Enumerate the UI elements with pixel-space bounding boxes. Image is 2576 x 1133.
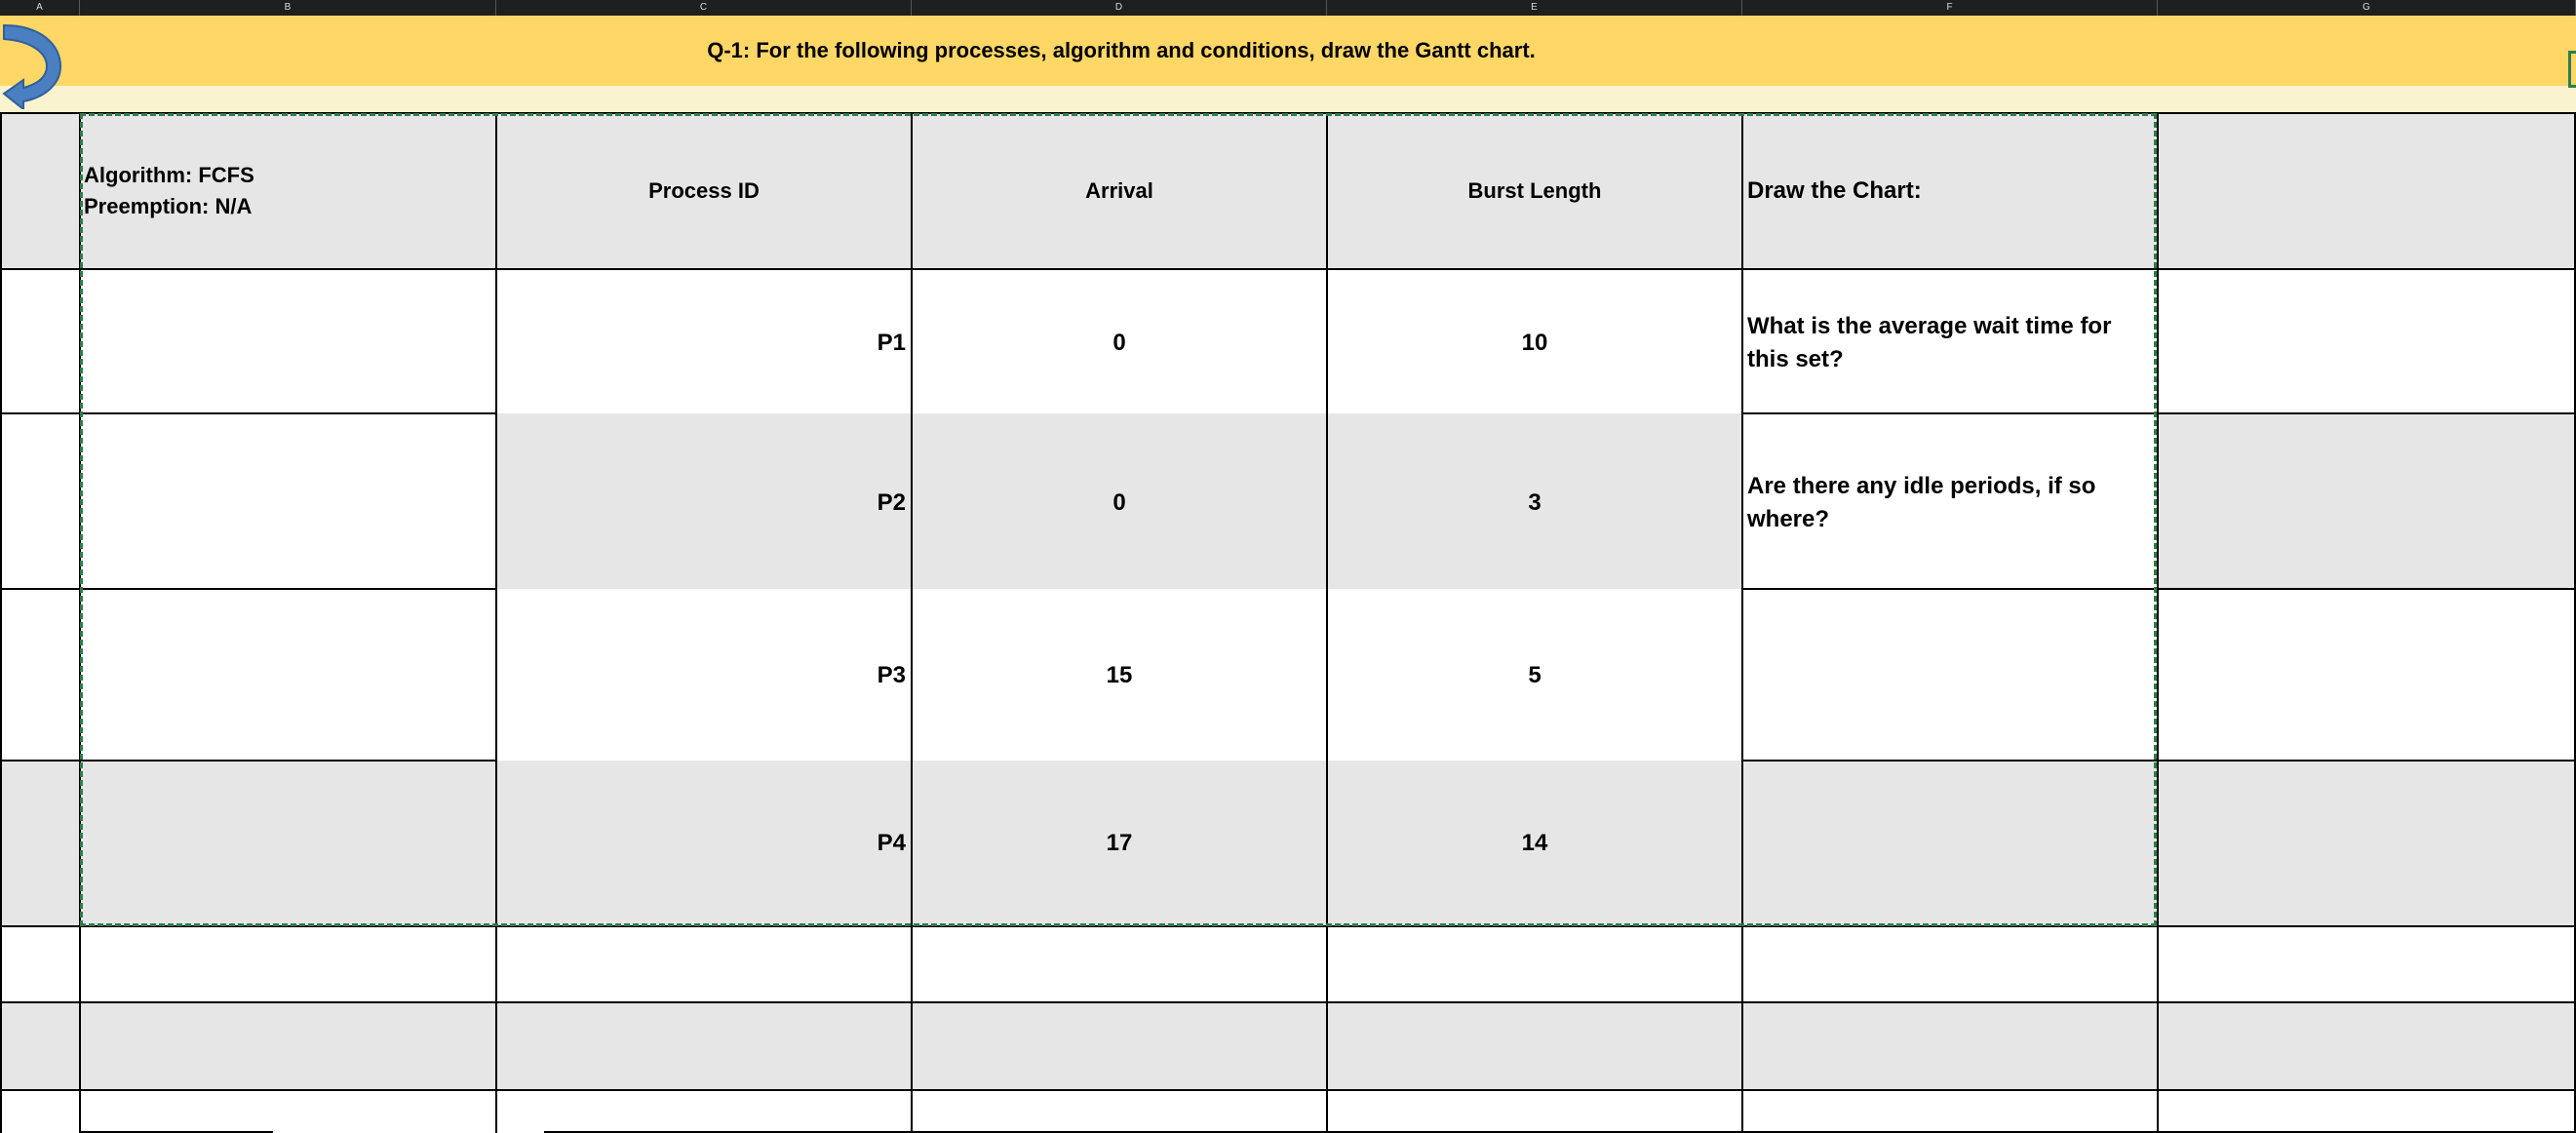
column-header-g[interactable]: G [2158,0,2576,16]
grid-h-header-bottom [0,268,2576,270]
cell-p2-note[interactable]: Are there any idle periods, if so where? [1747,473,2096,532]
grid-h-p3-f [1742,760,2576,762]
header-process-id: Process ID [648,178,760,203]
cell-selection-edge [2568,51,2576,88]
grid-h-p4 [0,925,2576,927]
grid-h-7 [0,1001,2576,1003]
banner-strip [0,86,2576,112]
preemption-label: Preemption: N/A [84,194,253,218]
cell-p2-process[interactable]: P2 [877,489,906,516]
cell-p1-note[interactable]: What is the average wait time for this set? [1747,313,2112,372]
cell-p3-process[interactable]: P3 [877,662,906,688]
header-draw-chart: Draw the Chart: [1747,177,1922,204]
cell-p1-process[interactable]: P1 [877,330,906,356]
cell-p3-burst[interactable]: 5 [1528,662,1542,688]
cell-p3-arrival[interactable]: 15 [1106,662,1133,688]
curved-arrow-icon[interactable] [0,20,64,109]
column-header-a[interactable]: A [0,0,80,16]
row-p3-white-b [80,589,496,761]
column-header-f[interactable]: F [1742,0,2158,16]
row-8-bg [0,1002,2576,1090]
cell-p2-arrival[interactable]: 0 [1112,489,1126,516]
column-header-d[interactable]: D [912,0,1327,16]
row-p2-gray-g [2158,413,2576,589]
grid-v-a [0,113,2,1133]
grid-v-b [79,113,81,1133]
question-title: Q-1: For the following processes, algorithm and conditions, draw the Gantt chart. [707,38,1536,62]
grid-h-p1 [0,412,496,414]
algorithm-label: Algorithm: FCFS [84,163,254,187]
cell-p4-process[interactable]: P4 [877,830,906,856]
column-header-b[interactable]: B [80,0,496,16]
grid-v-c [495,113,497,1133]
cell-p4-burst[interactable]: 14 [1521,830,1548,856]
cell-p2-burst[interactable]: 3 [1528,489,1542,516]
grid-h-header-top [0,112,2576,114]
row-7-bg [0,926,2576,1002]
cell-p4-arrival[interactable]: 17 [1106,830,1133,856]
cell-p1-arrival[interactable]: 0 [1112,330,1126,356]
grid-v-d [911,113,913,1133]
cell-p1-burst[interactable]: 10 [1521,330,1548,356]
row-9-bg [0,1090,2576,1133]
column-header-e[interactable]: E [1327,0,1742,16]
header-arrival: Arrival [1085,178,1153,203]
column-header-c[interactable]: C [496,0,912,16]
grid-v-f [1741,113,1743,1133]
grid-v-g [2157,113,2159,1133]
grid-h-p3 [0,760,496,762]
header-burst-length: Burst Length [1467,178,1602,203]
grid-h-p2 [0,588,496,590]
grid-h-8 [0,1089,2576,1091]
grid-h-p2-f [1742,588,2576,590]
grid-v-e [1326,113,1328,1133]
grid-h-p1-f [1742,412,2576,414]
